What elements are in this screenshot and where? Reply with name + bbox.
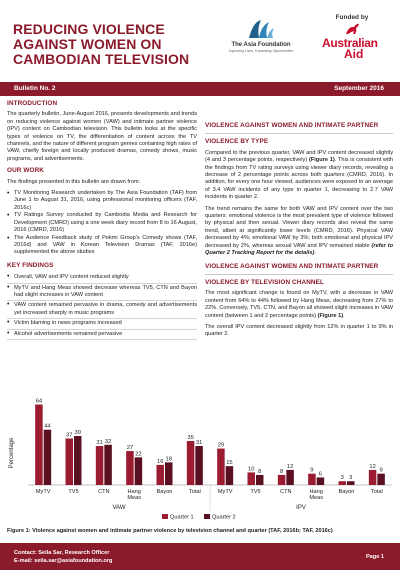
chart-bar (369, 470, 377, 485)
our-work-heading: OUR WORK (7, 167, 45, 175)
data-label: 10 (248, 466, 255, 473)
funded-by-label: Funded by (335, 14, 369, 21)
our-work-intro: The findings presented in this bulletin are drawn from: (7, 178, 141, 185)
asia-foundation-name: The Asia Foundation (231, 42, 291, 48)
data-label: 8 (279, 468, 284, 475)
type-paragraph-2: The trend remains the same for both VAW and IPV content over the two quarters: emotional violence is the most prevalent type of violence followed by physical and then sexual. Viewer diary records also reveal the same trend, albeit at significantly lower levels (CMRD, 2016). Physical VAW decreased by 4%; emotional VAW by 3%; both emotional and physical IPV decreased by 2%, whereas sexual VAW and IPV remained stable (refer to Quarter 2 Tracking Report for the details). (205, 205, 393, 257)
data-label: 3 (340, 475, 344, 482)
data-label: 22 (135, 451, 142, 458)
list-item: • Alcohol advertisements remained pervasive (7, 330, 197, 340)
key-findings-heading: KEY FINDINGS (7, 261, 54, 269)
asia-foundation-tagline: Improving Lives, Expanding Opportunities (228, 49, 294, 53)
data-label: 31 (195, 440, 203, 447)
group-label: VAW (112, 505, 126, 511)
data-label: 44 (44, 423, 51, 430)
intro-paragraph: The quarterly bulletin, June-August 2016, presents developments and trends on reducing violence against women (VAW) and intimate partner violence (IPV) content on Cambodian television. This bulletin looks at the specific types of violence on TV, the differentiation of content across the TV channels, and the nature of different program genres containing high rates of VAW, chiefly foreign and locally produced dramas, comedy shows, music programs, and advertisements. (7, 111, 197, 162)
data-label: 9 (310, 467, 314, 474)
data-label: 32 (104, 438, 112, 445)
list-item: • TV Ratings Survey conducted by Cambodia Media and Research for Development (CMRD) using a one week diary record from 8 to 16 August, 2016 (CMRD, 2016) (7, 212, 197, 234)
data-label: 29 (217, 442, 225, 449)
y-axis-label: Percentage (9, 437, 15, 469)
right-column (205, 122, 393, 343)
data-label: 27 (126, 445, 134, 452)
chart-bar (248, 472, 256, 485)
x-tick-label: TV5 (250, 489, 261, 495)
data-label: 37 (66, 432, 73, 439)
type-heading-line-1: VIOLENCE AGAINST WOMEN AND INTIMATE PARTNER (205, 122, 379, 129)
type-paragraph-1: Compared to the previous quarter, VAW and IPV content decreased slightly (4 and 3 percentage points, respectively) (Figure 1). This is consistent with the findings from TV rating surveys using viewer diary records, revealing a decrease of 2 percentage points across both quarters (CMRD, 2016). In addition, for every one hour viewed, audiences were exposed to an average of 3.4 VAW incidents of any type in quarter 1, decreasing to 2.7 VAW incidents in quarter 2. (205, 149, 393, 201)
channel-paragraph-2: The overall IPV content decreased slightly from 12% in quarter 1 to 9% in quarter 2. (205, 323, 393, 338)
chart-bar (286, 470, 294, 485)
chart-bar (226, 466, 234, 485)
list-item: • VAW content remained pervasive in drama, comedy and advertisements yet increased sharply in music programs (7, 301, 197, 319)
channel-heading-line-2: VIOLENCE BY TELEVISION CHANNEL (205, 278, 324, 286)
data-label: 16 (157, 458, 164, 465)
chart-bar (104, 445, 112, 485)
divider (205, 274, 393, 275)
chart-bar (126, 451, 133, 485)
chart-bar (96, 446, 104, 485)
chart-bar (339, 481, 347, 485)
data-label: 6 (318, 471, 323, 478)
x-tick-label: CTN (280, 489, 292, 495)
x-tick-label: Meas (309, 495, 324, 501)
list-item: • The Audience Feedback study of Pekmi Group's Comedy shows (TAF, 2016d) and VAW in Korean Television Dramas (TAF, 2016e) supplemented the above studies (7, 235, 197, 257)
asia-foundation-mark-icon (247, 18, 275, 40)
data-label: 8 (258, 468, 262, 475)
list-item: • Overall, VAW and IPV content reduced slightly (7, 273, 197, 283)
data-label: 64 (35, 398, 43, 405)
australian-aid-word-1: Australian (322, 36, 378, 50)
footer-contact: Contact: Seila Sar, Research Officer (14, 550, 110, 556)
list-item: • TV Monitoring Research undertaken by The Asia Foundation (TAF) from June 1 to August 31, 2016, using professional monitoring officers (TAF, 2016c) (7, 190, 197, 212)
x-tick-label: Meas (127, 495, 142, 501)
data-label: 39 (74, 429, 81, 436)
chart-bar (44, 430, 52, 485)
chart-bar (165, 462, 173, 485)
key-findings-list (7, 273, 197, 340)
x-tick-label: Total (188, 489, 201, 495)
chart-bar (278, 475, 286, 485)
x-tick-label: Hang (127, 489, 141, 495)
x-tick-label: MyTV (217, 489, 233, 495)
type-heading-line-2: VIOLENCE BY TYPE (205, 138, 269, 146)
chart-bar (135, 457, 143, 485)
x-tick-label: TV5 (68, 489, 79, 495)
chart-bar (35, 405, 43, 485)
data-label: 12 (369, 463, 376, 470)
asia-foundation-logo (228, 18, 294, 68)
x-tick-label: Total (370, 489, 383, 495)
x-tick-label: Bayon (156, 489, 173, 495)
bulletin-date: September 2016 (334, 85, 384, 92)
data-label: 3 (349, 475, 353, 482)
data-label: 15 (226, 460, 233, 467)
figure-1-chart (4, 387, 396, 525)
footer (0, 543, 400, 570)
data-label: 35 (187, 435, 194, 441)
chart-bar (308, 474, 316, 485)
chart-bar (187, 441, 195, 485)
bulletin-bar (0, 82, 400, 96)
data-label: 31 (96, 440, 103, 447)
x-tick-label: CTN (98, 489, 110, 495)
x-tick-label: Hang (309, 489, 323, 495)
legend-swatch (204, 514, 210, 519)
legend-swatch (162, 514, 168, 519)
our-work-list (7, 190, 197, 257)
legend-label: Quarter 1 (170, 514, 194, 521)
data-label: 12 (286, 463, 294, 470)
page-number: Page 1 (365, 554, 384, 560)
intro-heading: INTRODUCTION (7, 100, 58, 107)
header (0, 0, 400, 80)
channel-paragraph-1: The most significant change is found on MyTV, with a decrease in VAW content from 64% to 44% followed by Hang Meas, decreasing from 27% to 22%. Conversely, TV5, CTN, and Bayon all showed slight increases in VAW content (between 1 and 2 percentage points) (Figure 1). (205, 290, 393, 319)
list-item: • MyTV and Hang Meas showed decrease whereas TV5, CTN and Bayon had slight increases in VAW content (7, 284, 197, 302)
kangaroo-icon (344, 22, 362, 36)
australian-aid-word-2: Aid (344, 47, 364, 61)
australian-aid-logo (316, 14, 388, 68)
data-label: 18 (165, 456, 172, 463)
left-column (7, 100, 197, 340)
chart-bar (195, 446, 203, 485)
page-title: REDUCING VIOLENCE AGAINST WOMEN ON CAMBODIAN TELEVISION (13, 21, 190, 67)
footer-email: E-mail: seila.sar@asiafoundation.org (14, 558, 113, 564)
chart-bar (377, 474, 385, 485)
figure-caption: Figure 1: Violence against women and intimate partner violence by television channel and quarter (TAF, 2016b; TAF, 2016c) (7, 528, 333, 534)
chart-bar (157, 465, 165, 485)
group-label: IPV (296, 505, 306, 511)
divider (205, 133, 393, 134)
data-label: 9 (379, 467, 383, 474)
x-tick-label: Bayon (338, 489, 355, 495)
chart-bar (74, 436, 82, 485)
chart-bar (347, 481, 355, 485)
chart-bar (217, 449, 225, 485)
chart-bar (256, 475, 264, 485)
chart-bar (66, 438, 74, 485)
list-item: • Victim blaming in news programs increased (7, 319, 197, 329)
channel-heading-line-1: VIOLENCE AGAINST WOMEN AND INTIMATE PARTNER (205, 262, 379, 270)
chart-bar (317, 477, 325, 485)
x-tick-label: MyTV (35, 489, 51, 495)
legend-label: Quarter 2 (212, 514, 236, 521)
bulletin-number: Bulletin No. 2 (14, 85, 56, 92)
